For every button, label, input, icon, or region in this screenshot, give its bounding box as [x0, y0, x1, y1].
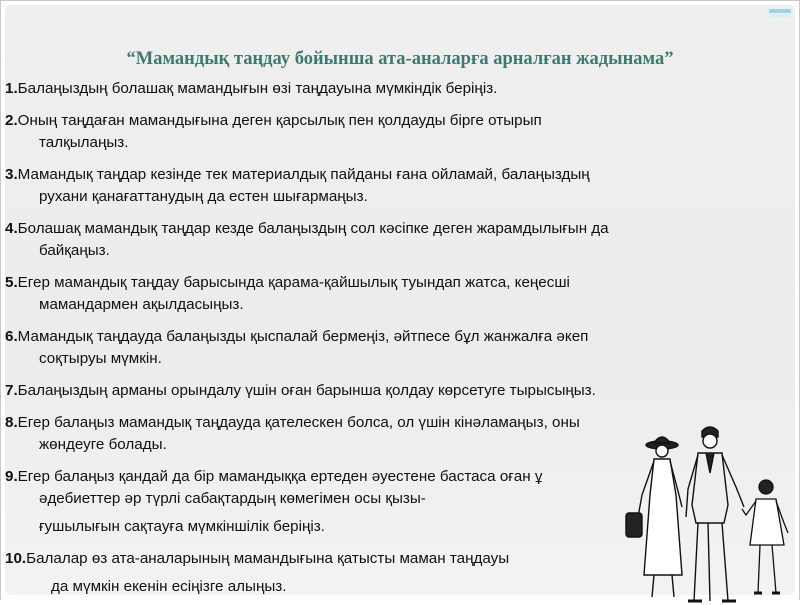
item-number: 2.	[5, 112, 18, 129]
item-text-cont: рухани қанағаттанудың да естен шығармаңыз.	[39, 188, 368, 205]
item-text-cont: талқылаңыз.	[39, 134, 129, 151]
item-text: Балалар өз ата-аналарының мамандығына қатысты маман таңдауы	[26, 550, 510, 567]
memo-item-2	[5, 110, 785, 154]
slide	[5, 5, 795, 595]
slide-title: “Мамандық таңдау бойынша ата-аналарға арналған жадынама”	[126, 49, 674, 69]
woman-figure	[626, 437, 682, 597]
memo-item-6	[5, 326, 785, 370]
memo-item-5	[5, 272, 785, 316]
item-text: Балаңыздың болашақ мамандығын өзі таңдауына мүмкіндік беріңіз.	[17, 80, 498, 97]
item-text: Балаңыздың арманы орындалу үшін оған барынша қолдау көрсетуге тырысыңыз.	[17, 382, 596, 399]
item-number: 7.	[5, 382, 18, 399]
item-text-cont: да мүмкін екенін есіңізге алыңыз.	[51, 578, 287, 595]
item-text: Мамандық таңдауда балаңызды қыспалай бермеңіз, әйтпесе бұл жанжалға әкеп	[17, 328, 589, 345]
item-text: Егер мамандық таңдау барысында қарама-қайшылық туындап жатса, кеңесші	[17, 274, 570, 291]
item-number: 8.	[5, 414, 18, 431]
memo-item-3	[5, 164, 785, 208]
family-illustration	[620, 425, 795, 605]
item-text-cont: мамандармен ақылдасыңыз.	[39, 296, 244, 313]
item-text: Егер балаңыз қандай да бір мамандыққа ертеден әуестене бастаса оған ұ	[17, 468, 543, 485]
item-number: 4.	[5, 220, 18, 237]
item-number: 9.	[5, 468, 18, 485]
memo-item-7	[5, 380, 785, 402]
item-text-cont: байқаңыз.	[39, 242, 110, 259]
item-text: Мамандық таңдар кезінде тек материалдық пайданы ғана ойламай, балаңыздың	[17, 166, 590, 183]
item-text: Болашақ мамандық таңдар кезде балаңыздың сол кәсіпке деген жарамдылығын да	[17, 220, 609, 237]
item-number: 3.	[5, 166, 18, 183]
corner-accent	[769, 9, 791, 19]
item-text: Оның таңдаған мамандығына деген қарсылық пен қолдауды бірге отырып	[17, 112, 542, 129]
item-number: 1.	[5, 80, 18, 97]
item-text-cont: әдебиеттер әр түрлі сабақтардың көмегімен осы қызы-	[39, 490, 426, 507]
item-number: 10.	[5, 550, 27, 567]
child-figure	[742, 480, 788, 593]
item-number: 6.	[5, 328, 18, 345]
item-text-cont: ғушылығын сақтауға мүмкіншілік беріңіз.	[39, 518, 325, 535]
item-text: Егер балаңыз мамандық таңдауда қателескен болса, ол үшін кінәламаңыз, оны	[17, 414, 580, 431]
memo-item-1	[5, 78, 785, 100]
item-text-cont: жөндеуге болады.	[39, 436, 167, 453]
item-number: 5.	[5, 274, 18, 291]
item-text-cont: соқтыруы мүмкін.	[39, 350, 162, 367]
man-figure	[686, 427, 744, 601]
memo-item-4	[5, 218, 785, 262]
